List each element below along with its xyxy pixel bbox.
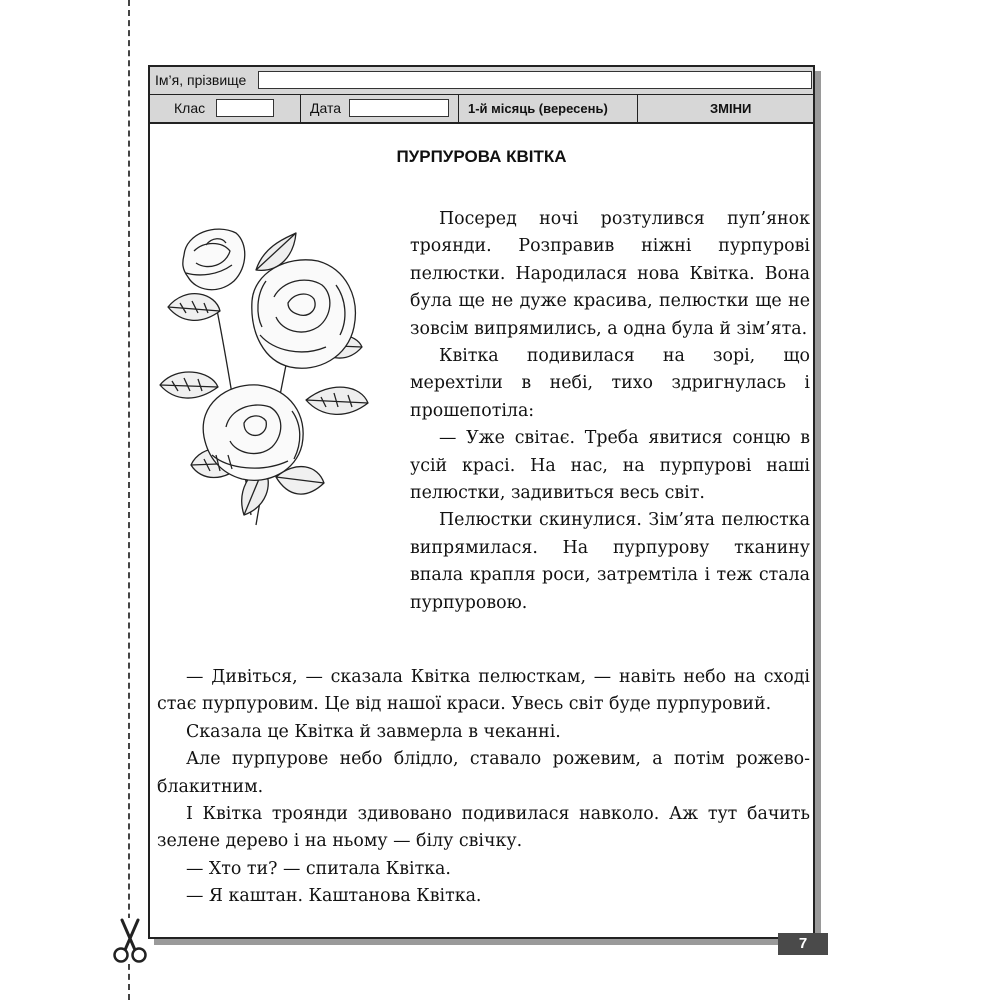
story-paragraph: — Я каштан. Каштанова Квітка. [186, 886, 482, 907]
story-text-beside-image [410, 206, 810, 617]
header-divider [637, 95, 638, 122]
story-title: ПУРПУРОВА КВІТКА [396, 147, 567, 166]
page-number: 7 [778, 933, 828, 955]
scissors-icon [108, 918, 152, 964]
story-paragraph: — Уже світає. Треба явитися сонцю в усій красі. На нас, на пурпурові наші пелюстки, задивиться весь світ. [410, 428, 810, 504]
worksheet-frame [148, 65, 815, 939]
story-paragraph: Сказала це Квітка й завмерла в чеканні. [186, 721, 561, 742]
name-label: Ім’я, прізвище [155, 72, 247, 88]
class-field[interactable] [216, 99, 274, 117]
section-label: ЗМІНИ [710, 101, 752, 116]
story-paragraph: Квітка подивилася на зорі, що мерехтіли в небі, тихо здригнулась і прошепотіла: [410, 346, 810, 421]
name-field[interactable] [258, 71, 812, 89]
rose-illustration [156, 215, 372, 541]
story-paragraph: І Квітка троянди здивовано подивилася навколо. Аж тут бачить зелене дерево і на ньому — білу свічку. [157, 804, 810, 852]
header-divider [458, 95, 459, 122]
cut-line [128, 0, 130, 1000]
story-paragraph: Пелюстки скинулися. Зім’ята пелюстка випрямилася. На пурпурову тканину впала крапля роси, затремтіла і теж стала пурпуровою. [410, 510, 810, 613]
story-paragraph: Але пурпурове небо блідло, ставало рожевим, а потім рожево-блакитним. [157, 749, 810, 797]
month-label: 1-й місяць (вересень) [468, 101, 608, 116]
date-field[interactable] [349, 99, 449, 117]
story-paragraph: — Хто ти? — спитала Квітка. [186, 858, 451, 879]
story-paragraph: — Дивіться, — сказала Квітка пелюсткам, — навіть небо на сході стає пурпуровим. Це від нашої краси. Увесь світ буде пурпуровий. [157, 667, 810, 715]
story-paragraph: Посеред ночі розтулився пуп’янок троянди. Розправив ніжні пурпурові пелюстки. Народилася нова Квітка. Вона була ще не дуже красива, пелюстки ще не зовсім випрямились, а одна була й зім’ята. [410, 209, 810, 339]
header-row-name [150, 67, 813, 95]
date-label: Дата [310, 100, 342, 116]
header-row-details [150, 95, 813, 124]
story-text-full-width [157, 664, 810, 911]
class-label: Клас [174, 100, 206, 116]
header-divider [300, 95, 301, 122]
